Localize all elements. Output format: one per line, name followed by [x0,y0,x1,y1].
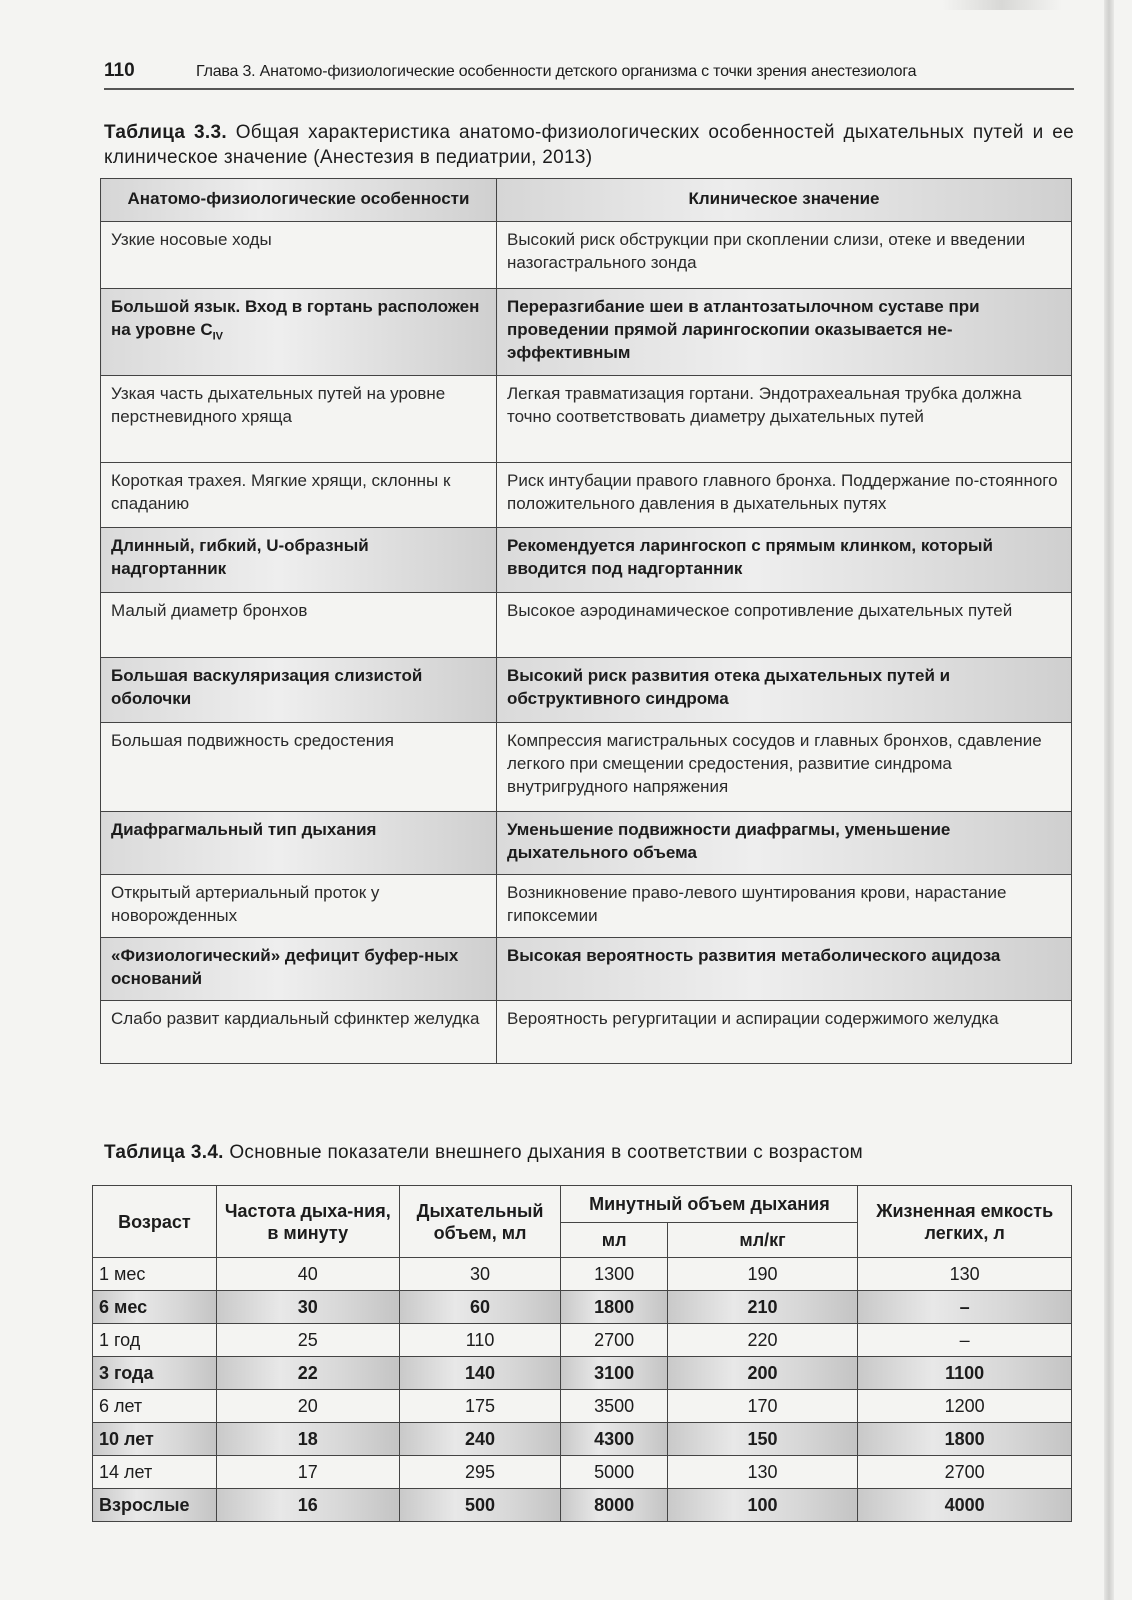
table-row [93,1258,1072,1291]
vital-cell: 1800 [858,1423,1072,1456]
table-row [101,463,1072,528]
feature-cell: Узкие носовые ходы [101,222,497,289]
table-row [101,658,1072,723]
minute-mlkg-cell: 170 [667,1390,858,1423]
significance-cell: Уменьшение подвижности диафрагмы, уменьшение дыхательного объема [497,812,1072,875]
column-header-minute-mlkg: мл/кг [667,1223,858,1258]
caption-label: Таблица 3.4. [104,1142,224,1163]
tidal-cell: 60 [399,1291,561,1324]
table-3-4 [92,1185,1072,1522]
page-number: 110 [104,60,135,81]
significance-cell: Возникновение право-левого шунтирования крови, нарастание гипоксемии [497,875,1072,938]
feature-cell [101,289,497,376]
table-3-3-caption [104,120,1074,170]
rate-cell: 16 [216,1489,399,1522]
table-row [101,875,1072,938]
table-row [93,1489,1072,1522]
table-row [101,812,1072,875]
feature-cell: Короткая трахея. Мягкие хрящи, склонны к спаданию [101,463,497,528]
minute-ml-cell: 1800 [561,1291,667,1324]
table-row [101,289,1072,376]
significance-cell: Высокое аэродинамическое сопротивление дыхательных путей [497,593,1072,658]
feature-cell: Длинный, гибкий, U-образный надгортанник [101,528,497,593]
table-3-3 [100,178,1072,1064]
feature-cell: Большая васкуляризация слизистой оболочки [101,658,497,723]
table-header-row [93,1186,1072,1223]
tidal-cell: 500 [399,1489,561,1522]
significance-cell: Риск интубации правого главного бронха. Поддержание по-стоянного положительного давления в дыхательных путях [497,463,1072,528]
tidal-cell: 240 [399,1423,561,1456]
table-row [93,1324,1072,1357]
significance-cell: Вероятность регургитации и аспирации содержимого желудка [497,1001,1072,1064]
minute-ml-cell: 5000 [561,1456,667,1489]
significance-cell: Легкая травматизация гортани. Эндотрахеальная трубка должна точно соответствовать диаметру дыхательных путей [497,376,1072,463]
feature-subscript: IV [212,330,224,343]
feature-cell: Слабо развит кардиальный сфинктер желудка [101,1001,497,1064]
minute-mlkg-cell: 210 [667,1291,858,1324]
minute-mlkg-cell: 130 [667,1456,858,1489]
column-header-features: Анатомо-физиологические особенности [101,179,497,222]
minute-ml-cell: 3100 [561,1357,667,1390]
feature-cell: Открытый артериальный проток у новорожденных [101,875,497,938]
caption-text: Основные показатели внешнего дыхания в соответствии с возрастом [223,1142,864,1163]
tidal-cell: 110 [399,1324,561,1357]
age-cell: 6 лет [93,1390,217,1423]
table-row [101,1001,1072,1064]
significance-cell: Компрессия магистральных сосудов и главных бронхов, сдавление легкого при смещении средостения, развитие синдрома внутригрудного напряжения [497,723,1072,812]
tidal-cell: 30 [399,1258,561,1291]
tidal-cell: 140 [399,1357,561,1390]
table-row [101,938,1072,1001]
running-head [104,60,1074,90]
tidal-cell: 295 [399,1456,561,1489]
significance-cell: Высокая вероятность развития метаболического ацидоза [497,938,1072,1001]
rate-cell: 40 [216,1258,399,1291]
table-header-row [101,179,1072,222]
age-cell: 1 год [93,1324,217,1357]
significance-cell: Переразгибание шеи в атлантозатылочном суставе при проведении прямой ларингоскопии оказывается не-эффективным [497,289,1072,376]
minute-mlkg-cell: 190 [667,1258,858,1291]
column-header-vital-capacity: Жизненная емкость легких, л [858,1186,1072,1258]
table-row [93,1456,1072,1489]
table-row [101,222,1072,289]
minute-ml-cell: 3500 [561,1390,667,1423]
vital-cell: – [858,1291,1072,1324]
minute-ml-cell: 4300 [561,1423,667,1456]
table-row [93,1357,1072,1390]
chapter-title: Глава 3. Анатомо-физиологические особенности детского организма с точки зрения анестезиолога [196,63,917,80]
rate-cell: 17 [216,1456,399,1489]
minute-mlkg-cell: 220 [667,1324,858,1357]
feature-cell: Малый диаметр бронхов [101,593,497,658]
table-row [93,1423,1072,1456]
age-cell: Взрослые [93,1489,217,1522]
minute-ml-cell: 1300 [561,1258,667,1291]
table-row [101,723,1072,812]
minute-mlkg-cell: 100 [667,1489,858,1522]
vital-cell: 1200 [858,1390,1072,1423]
rate-cell: 25 [216,1324,399,1357]
feature-cell: Узкая часть дыхательных путей на уровне перстневидного хряща [101,376,497,463]
age-cell: 1 мес [93,1258,217,1291]
page-edge-shadow [1104,0,1114,1600]
minute-ml-cell: 2700 [561,1324,667,1357]
minute-ml-cell: 8000 [561,1489,667,1522]
table-3-4-caption [104,1140,1074,1165]
vital-cell: – [858,1324,1072,1357]
age-cell: 14 лет [93,1456,217,1489]
rate-cell: 22 [216,1357,399,1390]
column-header-minute-ml: мл [561,1223,667,1258]
column-header-tidal: Дыхательный объем, мл [399,1186,561,1258]
significance-cell: Высокий риск обструкции при скоплении слизи, отеке и введении назогастрального зонда [497,222,1072,289]
rate-cell: 20 [216,1390,399,1423]
column-header-age: Возраст [93,1186,217,1258]
minute-mlkg-cell: 200 [667,1357,858,1390]
caption-label: Таблица 3.3. [104,122,227,143]
table-row [93,1291,1072,1324]
vital-cell: 4000 [858,1489,1072,1522]
feature-cell: «Физиологический» дефицит буфер-ных оснований [101,938,497,1001]
table-row [101,528,1072,593]
vital-cell: 130 [858,1258,1072,1291]
age-cell: 6 мес [93,1291,217,1324]
table-row [93,1390,1072,1423]
rate-cell: 18 [216,1423,399,1456]
tidal-cell: 175 [399,1390,561,1423]
age-cell: 3 года [93,1357,217,1390]
scan-smudge [942,0,1062,10]
table-row [101,376,1072,463]
vital-cell: 2700 [858,1456,1072,1489]
feature-cell: Диафрагмальный тип дыхания [101,812,497,875]
rate-cell: 30 [216,1291,399,1324]
minute-mlkg-cell: 150 [667,1423,858,1456]
table-row [101,593,1072,658]
feature-text: Большой язык. Вход в гортань расположен на уровне C [111,297,480,339]
column-header-rate: Частота дыха-ния, в минуту [216,1186,399,1258]
caption-text: Общая характеристика анатомо-физиологических особенностей дыхательных путей и ее клиническое значение (Анестезия в педиатрии, 2013) [104,122,1074,168]
column-header-significance: Клиническое значение [497,179,1072,222]
significance-cell: Высокий риск развития отека дыхательных путей и обструктивного синдрома [497,658,1072,723]
vital-cell: 1100 [858,1357,1072,1390]
significance-cell: Рекомендуется ларингоскоп с прямым клинком, который вводится под надгортанник [497,528,1072,593]
feature-cell: Большая подвижность средостения [101,723,497,812]
age-cell: 10 лет [93,1423,217,1456]
column-header-minute-volume: Минутный объем дыхания [561,1186,858,1223]
